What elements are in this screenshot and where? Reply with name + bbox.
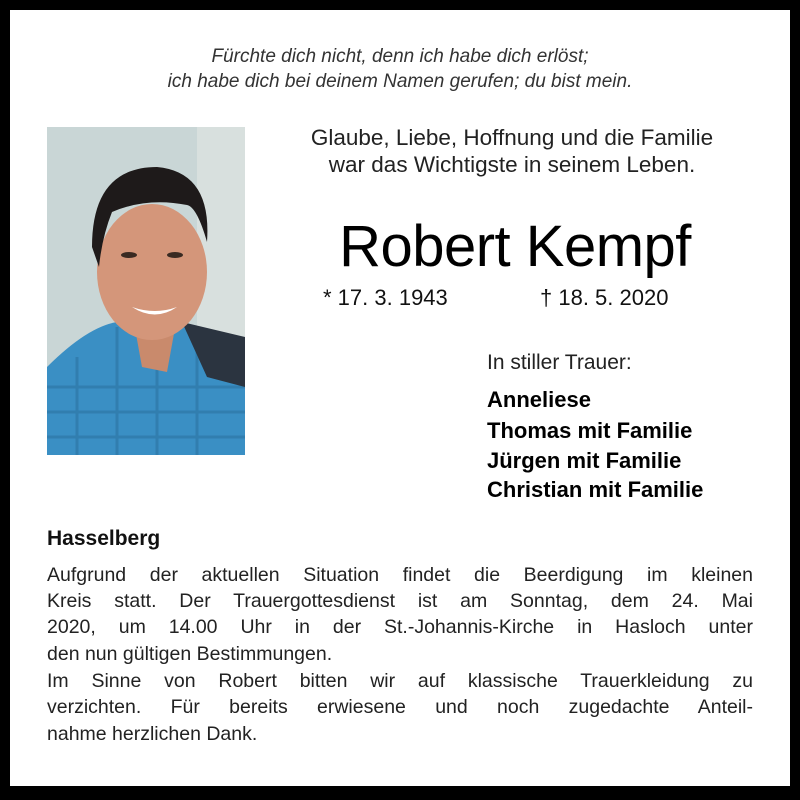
mourner-name: Thomas mit Familie [487, 418, 693, 443]
body-line: nahme herzlichen Dank. [47, 723, 258, 745]
place-name: Hasselberg [47, 527, 161, 550]
death-date: † 18. 5. 2020 [540, 285, 669, 310]
mourners-heading: In stiller Trauer: [487, 351, 632, 374]
mourner-name: Anneliese [487, 387, 591, 412]
body-line: Im Sinne von Robert bitten wir auf klassische Trauerkleidung zu [47, 670, 753, 692]
body-line: verzichten. Für bereits erwiesene und noch zugedachte Anteil- [47, 696, 753, 718]
motto-line-1: Glaube, Liebe, Hoffnung und die Familie [310, 125, 714, 150]
birth-date: * 17. 3. 1943 [323, 285, 448, 310]
body-line: 2020, um 14.00 Uhr in der St.-Johannis-Kirche in Hasloch unter [47, 616, 753, 638]
body-line: den nun gültigen Bestimmungen. [47, 643, 333, 665]
quote-line-2: ich habe dich bei deinem Namen gerufen; du bist mein. [167, 71, 633, 92]
quote-line-1: Fürchte dich nicht, denn ich habe dich erlöst; [211, 46, 589, 67]
body-line: Aufgrund der aktuellen Situation findet die Beerdigung im kleinen [47, 564, 753, 586]
portrait-photo [47, 127, 245, 455]
deceased-name: Robert Kempf [339, 214, 691, 279]
mourner-name: Jürgen mit Familie [487, 448, 682, 473]
body-line: Kreis statt. Der Trauergottesdienst ist am Sonntag, dem 24. Mai [47, 590, 753, 612]
motto-line-2: war das Wichtigste in seinem Leben. [328, 152, 696, 177]
mourner-name: Christian mit Familie [487, 477, 704, 502]
